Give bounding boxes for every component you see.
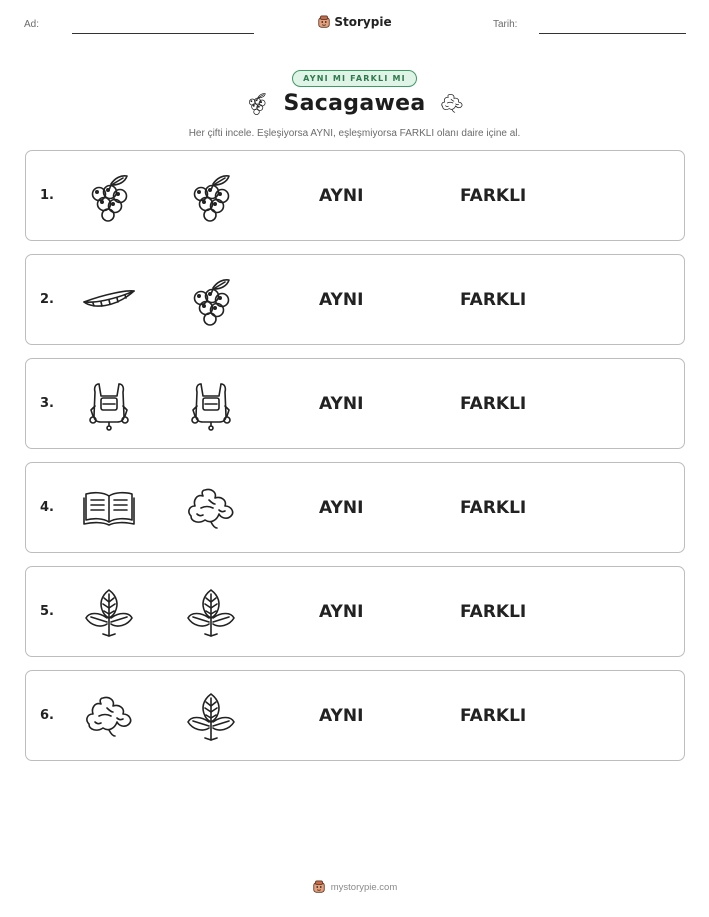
instructions-text: Her çifti incele. Eşleşiyorsa AYNI, eşleşmiyorsa FARKLI olanı daire içine al.: [188, 128, 521, 139]
leaf-plant-icon: [81, 584, 137, 640]
row-number: 2.: [40, 292, 54, 307]
different-option[interactable]: FARKLI: [460, 394, 527, 414]
row-number: 3.: [40, 396, 54, 411]
name-line[interactable]: [72, 33, 254, 34]
footer: [0, 879, 709, 898]
same-option[interactable]: AYNI: [319, 706, 364, 726]
row-number: 5.: [40, 604, 54, 619]
ginger-root-icon: [183, 480, 239, 536]
berries-icon: [81, 168, 137, 224]
different-option[interactable]: FARKLI: [460, 602, 527, 622]
canoe-icon: [81, 272, 137, 328]
different-option[interactable]: FARKLI: [460, 706, 527, 726]
book-icon: [81, 480, 137, 536]
worksheet-type-badge: AYNI MI FARKLI MI: [292, 70, 417, 87]
different-option[interactable]: FARKLI: [460, 186, 527, 206]
same-option[interactable]: AYNI: [319, 394, 364, 414]
footer-url[interactable]: mystorypie.com: [330, 881, 398, 893]
question-row: [25, 566, 685, 657]
brand-logo: [0, 14, 709, 33]
row-number: 4.: [40, 500, 54, 515]
page-title: Sacagawea: [283, 90, 426, 116]
storypie-mascot-icon: [312, 880, 326, 894]
leaf-plant-icon: [183, 688, 239, 744]
title-ginger-root-icon: [439, 90, 465, 116]
row-number: 1.: [40, 188, 54, 203]
question-row: [25, 150, 685, 241]
question-row: [25, 670, 685, 761]
title-berries-icon: [244, 90, 270, 116]
storypie-mascot-icon: [317, 15, 331, 29]
ginger-root-icon: [81, 688, 137, 744]
backpack-icon: [81, 376, 137, 432]
berries-icon: [183, 272, 239, 328]
row-number: 6.: [40, 708, 54, 723]
same-option[interactable]: AYNI: [319, 498, 364, 518]
brand-name: Storypie: [334, 15, 392, 29]
question-row: [25, 358, 685, 449]
same-option[interactable]: AYNI: [319, 186, 364, 206]
date-line[interactable]: [539, 33, 686, 34]
different-option[interactable]: FARKLI: [460, 290, 527, 310]
question-list: [25, 150, 685, 774]
backpack-icon: [183, 376, 239, 432]
same-option[interactable]: AYNI: [319, 602, 364, 622]
same-option[interactable]: AYNI: [319, 290, 364, 310]
leaf-plant-icon: [183, 584, 239, 640]
date-label: Tarih:: [493, 19, 518, 30]
name-label: Ad:: [24, 19, 40, 30]
question-row: [25, 254, 685, 345]
question-row: [25, 462, 685, 553]
berries-icon: [183, 168, 239, 224]
different-option[interactable]: FARKLI: [460, 498, 527, 518]
